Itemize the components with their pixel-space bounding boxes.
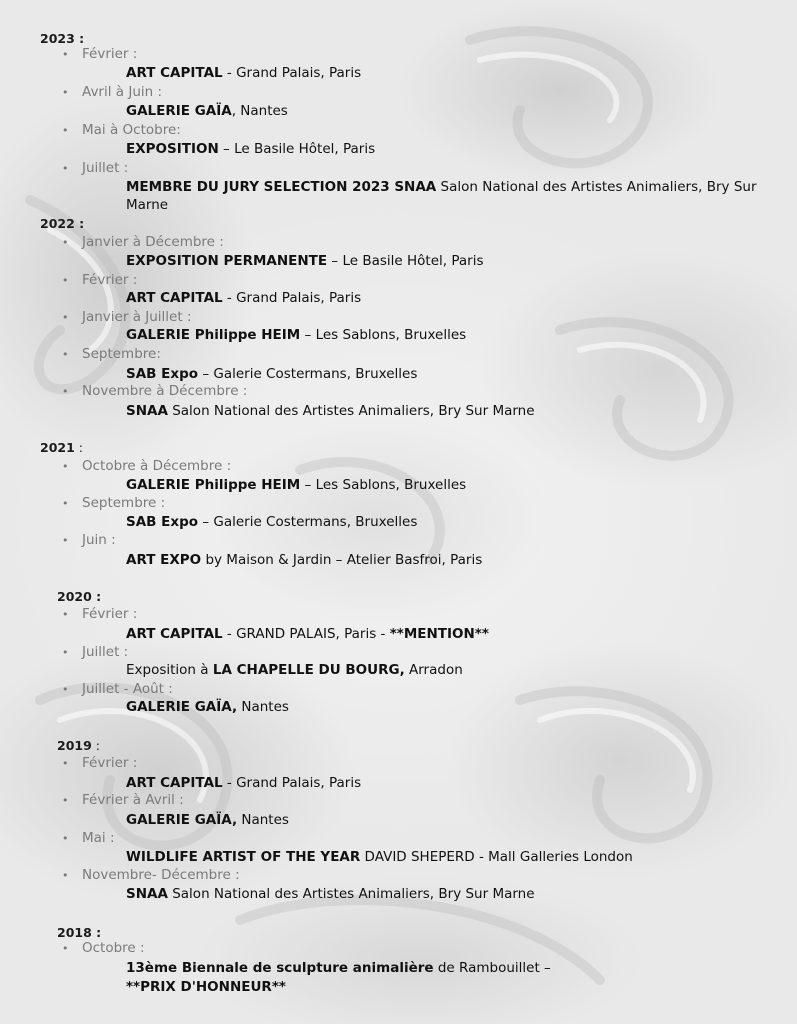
period-label: Septembre :: [82, 495, 166, 511]
bullet-icon: •: [62, 236, 69, 249]
period-label: Février :: [82, 606, 138, 622]
period-label: Février à Avril :: [82, 792, 184, 808]
year-heading-2022: 2022 :: [40, 216, 85, 231]
period-label: Janvier à Décembre :: [82, 234, 224, 250]
exhibition-entry: ART CAPITAL - Grand Palais, Paris: [126, 65, 362, 81]
bullet-icon: •: [62, 608, 69, 621]
exhibition-entry: ART CAPITAL - Grand Palais, Paris: [126, 775, 362, 791]
bullet-icon: •: [62, 942, 69, 955]
bullet-icon: •: [62, 385, 69, 398]
exhibition-entry: GALERIE Philippe HEIM – Les Sablons, Bruxelles: [126, 477, 467, 493]
bullet-icon: •: [62, 124, 69, 137]
year-heading-2018: 2018 :: [57, 925, 102, 940]
bullet-icon: •: [62, 48, 69, 61]
bullet-icon: •: [62, 274, 69, 287]
period-label: Juillet :: [82, 160, 129, 176]
bullet-icon: •: [62, 757, 69, 770]
bullet-icon: •: [62, 348, 69, 361]
period-label: Février :: [82, 755, 138, 771]
exhibition-entry: 13ème Biennale de sculpture animalière de Rambouillet – **PRIX D'HONNEUR**: [126, 960, 551, 995]
bullet-icon: •: [62, 86, 69, 99]
exhibition-entry: EXPOSITION PERMANENTE – Le Basile Hôtel, Paris: [126, 253, 484, 269]
period-label: Avril à Juin :: [82, 84, 163, 100]
period-label: Juillet - Août :: [82, 681, 173, 697]
bullet-icon: •: [62, 794, 69, 807]
bullet-icon: •: [62, 311, 69, 324]
exhibition-entry: GALERIE GAÏA, Nantes: [126, 812, 289, 828]
exhibition-entry: GALERIE GAÏA, Nantes: [126, 103, 288, 119]
period-label: Juin :: [82, 532, 116, 548]
period-label: Octobre à Décembre :: [82, 458, 232, 474]
year-heading-2021: 2021 :: [40, 440, 83, 455]
exhibition-entry: GALERIE GAÏA, Nantes: [126, 699, 289, 715]
exhibition-entry: MEMBRE DU JURY SELECTION 2023 SNAA Salon National des Artistes Animaliers, Bry Sur Marne: [126, 179, 757, 213]
period-label: Juillet :: [82, 644, 129, 660]
exhibition-entry: Exposition à LA CHAPELLE DU BOURG, Arradon: [126, 662, 463, 678]
period-label: Janvier à Juillet :: [82, 309, 192, 325]
bullet-icon: •: [62, 646, 69, 659]
exhibition-entry: SAB Expo – Galerie Costermans, Bruxelles: [126, 514, 418, 530]
period-label: Octobre :: [82, 940, 145, 956]
period-label: Mai :: [82, 830, 115, 846]
exhibition-entry: SNAA Salon National des Artistes Animaliers, Bry Sur Marne: [126, 403, 535, 419]
bullet-icon: •: [62, 869, 69, 882]
bullet-icon: •: [62, 832, 69, 845]
year-heading-2023: 2023 :: [40, 31, 85, 46]
bullet-icon: •: [62, 683, 69, 696]
bullet-icon: •: [62, 497, 69, 510]
period-label: Novembre à Décembre :: [82, 383, 248, 399]
exhibition-entry: GALERIE Philippe HEIM – Les Sablons, Bruxelles: [126, 327, 467, 343]
period-label: Novembre- Décembre :: [82, 867, 240, 883]
exhibition-entry: ART EXPO by Maison & Jardin – Atelier Basfroi, Paris: [126, 552, 483, 568]
bullet-icon: •: [62, 460, 69, 473]
exhibition-entry: SAB Expo – Galerie Costermans, Bruxelles: [126, 366, 418, 382]
period-label: Septembre:: [82, 346, 161, 362]
bullet-icon: •: [62, 534, 69, 547]
exhibition-entry: EXPOSITION – Le Basile Hôtel, Paris: [126, 141, 376, 157]
exhibition-entry: ART CAPITAL - GRAND PALAIS, Paris - **MENTION**: [126, 626, 489, 642]
period-label: Février :: [82, 46, 138, 62]
exhibition-entry: ART CAPITAL - Grand Palais, Paris: [126, 290, 362, 306]
exhibition-entry: WILDLIFE ARTIST OF THE YEAR DAVID SHEPERD - Mall Galleries London: [126, 849, 633, 865]
bullet-icon: •: [62, 162, 69, 175]
exhibition-entry: SNAA Salon National des Artistes Animaliers, Bry Sur Marne: [126, 886, 535, 902]
year-heading-2020: 2020 :: [57, 589, 102, 604]
period-label: Février :: [82, 272, 138, 288]
period-label: Mai à Octobre:: [82, 122, 181, 138]
year-heading-2019: 2019 :: [57, 738, 100, 753]
